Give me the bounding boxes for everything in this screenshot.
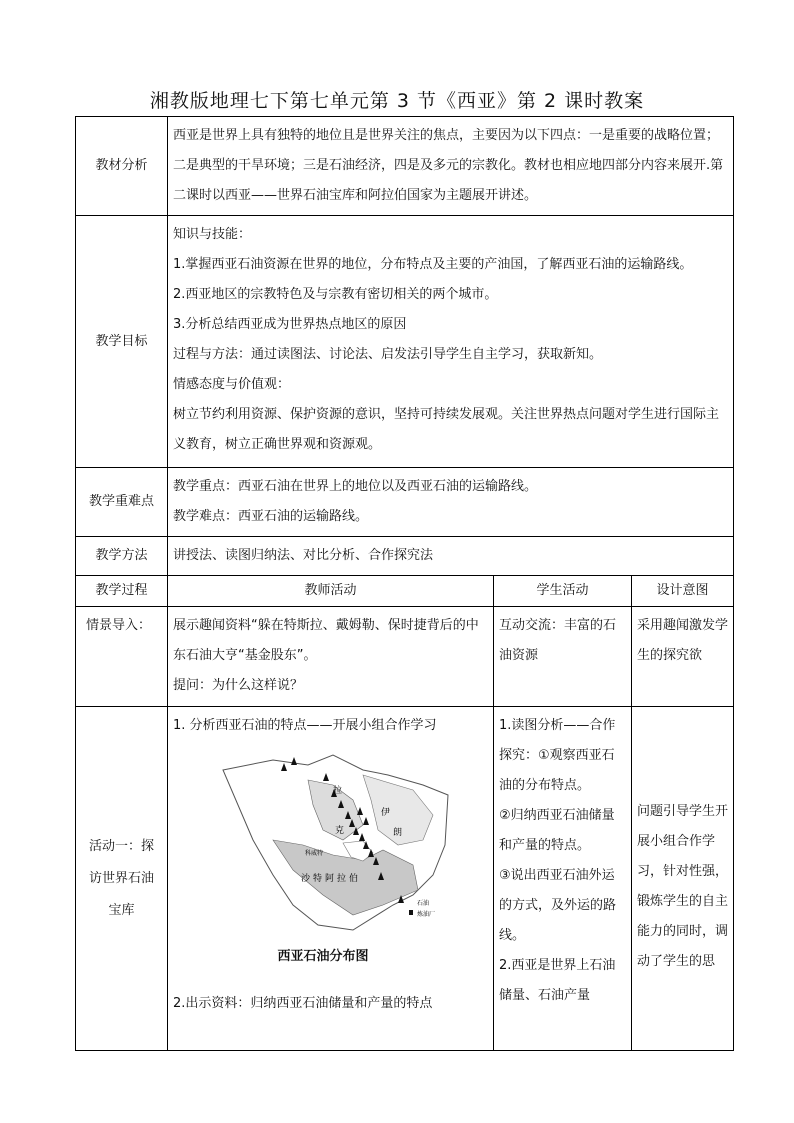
header-intent: 设计意图 [632,576,734,607]
goals-line: 过程与方法：通过读图法、讨论法、启发法引导学生自主学习，获取新知。 [173,347,603,362]
goals-cell [168,216,734,468]
map-caption: 西亚石油分布图 [277,949,369,964]
intro-student: 互动交流：丰富的石油资源 [494,607,632,707]
activity1-student-cell [494,707,632,1051]
lesson-plan-table [75,116,734,1051]
intro-teacher-line: 展示趣闻资料“躲在特斯拉、戴姆勒、保时捷背后的中东石油大亨“基金股东”。 [173,618,479,663]
table-row [76,117,734,216]
goals-line: 3.分析总结西亚成为世界热点地区的原因 [173,317,407,332]
map-label: 伊 [381,808,391,818]
keypoints-line: 教学难点：西亚石油的运输路线。 [173,509,369,524]
keypoints-line: 教学重点：西亚石油在世界上的地位以及西亚石油的运输路线。 [173,479,538,494]
goals-line: 情感态度与价值观： [173,377,291,392]
west-asia-map-image [213,745,453,935]
activity1-teacher-cell [168,707,494,1051]
analysis-text: 西亚是世界上具有独特的地位且是世界关注的焦点，主要因为以下四点：一是重要的战略位置；二是典型的干旱环境；三是石油经济，四是及多元的宗教化。教材也相应地四部分内容来展开.第二课时以西亚——世界石油宝库和阿拉伯国家为主题展开讲述。 [168,117,734,216]
header-process: 教学过程 [76,576,168,607]
row-label-keypoints: 教学重难点 [76,468,168,537]
table-row [76,216,734,468]
table-row [76,607,734,707]
activity1-teacher-foot: 2.出示资料：归纳西亚石油储量和产量的特点 [173,996,433,1011]
intro-label: 情景导入： [76,607,168,707]
intro-teacher-line: 提问：为什么这样说？ [173,678,304,693]
map-legend: 炼油厂 [417,911,436,918]
header-teacher: 教师活动 [168,576,494,607]
row-label-goals: 教学目标 [76,216,168,468]
table-row [76,707,734,1051]
oil-distribution-map [213,745,473,964]
map-label: 克 [335,826,345,836]
goals-line: 树立节约利用资源、保护资源的意识，坚持可持续发展观。关注世界热点问题对学生进行国际主义教育，树立正确世界观和资源观。 [173,407,720,452]
map-label: 沙特阿拉伯 [301,874,362,884]
activity1-student-line: ②归纳西亚石油储量和产量的特点。 [499,808,615,853]
activity1-student-line: 2.西亚是世界上石油储量、石油产量 [499,958,616,1003]
map-label: 朗 [393,828,403,838]
table-row [76,537,734,576]
goals-line: 知识与技能： [173,227,252,242]
activity1-teacher-head: 1. 分析西亚石油的特点——开展小组合作学习 [173,718,437,733]
row-label-methods: 教学方法 [76,537,168,576]
activity1-intent: 问题引导学生开展小组合作学习，针对性强，锻炼学生的自主能力的同时，调动了学生的思 [632,707,734,1051]
intro-teacher-cell [168,607,494,707]
table-row [76,468,734,537]
keypoints-cell [168,468,734,537]
map-label: 科威特 [305,850,324,857]
map-label: 拉 [333,786,343,796]
table-row [76,576,734,607]
activity1-label: 活动一：探访世界石油宝库 [76,707,168,1051]
goals-line: 1.掌握西亚石油资源在世界的地位，分布特点及主要的产油国，了解西亚石油的运输路线。 [173,257,693,272]
activity1-student-line: 1.读图分析——合作探究：①观察西亚石油的分布特点。 [499,718,616,793]
intro-intent: 采用趣闻激发学生的探究欲 [632,607,734,707]
methods-text: 讲授法、读图归纳法、对比分析、合作探究法 [168,537,734,576]
activity1-student-line: ③说出西亚石油外运的方式，及外运的路线。 [499,868,617,943]
map-legend: 石油 [417,900,430,907]
goals-line: 2.西亚地区的宗教特色及与宗教有密切相关的两个城市。 [173,287,498,302]
row-label-analysis: 教材分析 [76,117,168,216]
page-title: 湘教版地理七下第七单元第 3 节《西亚》第 2 课时教案 [149,90,645,112]
header-student: 学生活动 [494,576,632,607]
